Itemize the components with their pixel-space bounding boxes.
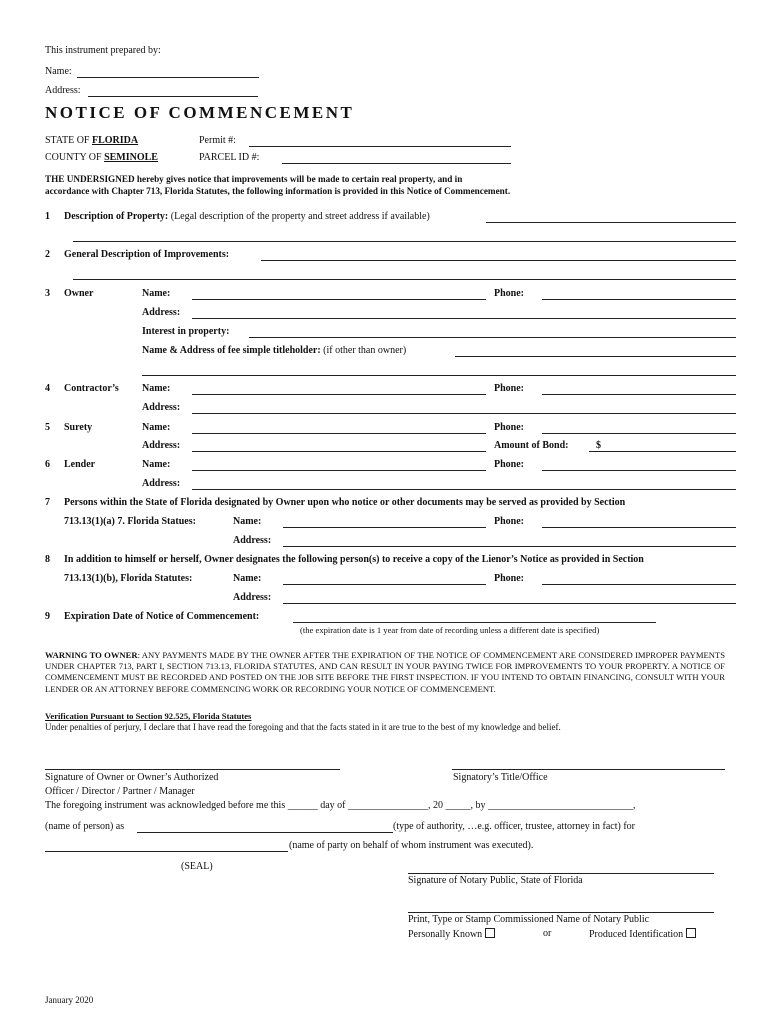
footer-date: January 2020	[45, 995, 94, 1005]
s7-phone-field[interactable]	[542, 527, 736, 528]
s8-name-field[interactable]	[283, 584, 486, 585]
s8-number: 8	[45, 554, 50, 565]
titleholder-field-1[interactable]	[455, 356, 736, 357]
s1-label	[64, 211, 430, 222]
permit-field[interactable]	[249, 146, 511, 147]
intro-line-1: THE UNDERSIGNED hereby gives notice that improvements will be made to certain real property, and in	[45, 174, 463, 184]
county-value: SEMINOLE	[104, 152, 158, 163]
seal-label: (SEAL)	[181, 861, 213, 872]
lender-phone-label: Phone:	[494, 459, 524, 470]
s8-line-2: 713.13(1)(b), Florida Statutes:	[64, 573, 193, 584]
s1-field-1[interactable]	[486, 222, 736, 223]
s7-line-1: Persons within the State of Florida designated by Owner upon who notice or other documents may be served as provided by Section	[64, 497, 626, 508]
titleholder-field-2[interactable]	[142, 375, 736, 376]
bond-dollar-sign: $	[596, 440, 601, 451]
s1-label-text: Description of Property:	[64, 211, 169, 222]
s6-label: Lender	[64, 459, 96, 470]
preparer-name-label: Name:	[45, 66, 72, 77]
lender-address-field[interactable]	[192, 489, 736, 490]
warning-label: WARNING TO OWNER	[45, 650, 138, 660]
page-title: NOTICE OF COMMENCEMENT	[45, 103, 355, 122]
s4-number: 4	[45, 383, 50, 394]
s6-number: 6	[45, 459, 50, 470]
owner-name-field[interactable]	[192, 299, 486, 300]
intro-line-2: accordance with Chapter 713, Florida Statutes, the following information is provided in this Notice of Commencement.	[45, 186, 511, 196]
s3-label: Owner	[64, 288, 94, 299]
owner-phone-field[interactable]	[542, 299, 736, 300]
warning-paragraph	[45, 650, 725, 695]
contractor-name-label: Name:	[142, 383, 171, 394]
authority-field[interactable]	[137, 832, 393, 833]
warning-text: : ANY PAYMENTS MADE BY THE OWNER AFTER THE EXPIRATION OF THE NOTICE OF COMMENCEMENT ARE CONSIDERED IMPROPER PAYMENTS UNDER CHAPTER 713, PART I, SECTION 713.13, FLORIDA STATUTES, AND CAN RESULT IN YOUR PAYING TWICE FOR IMPROVEMENTS TO YOUR PROPERTY. A NOTICE OF COMMENCEMENT MUST BE RECORDED AND POSTED ON THE JOB SITE BEFORE THE FIRST INSPECTION. IF YOU INTEND TO OBTAIN FINANCING, CONSULT WITH YOUR LENDER OR AN ATTORNEY BEFORE COMMENCING WORK OR RECORDING YOUR NOTICE OF COMMENCEMENT.	[45, 650, 726, 694]
preparer-name-field[interactable]	[77, 77, 259, 78]
s7-number: 7	[45, 497, 50, 508]
owner-address-label: Address:	[142, 307, 181, 318]
s1-note: (Legal description of the property and street address if available)	[170, 211, 430, 222]
s3-number: 3	[45, 288, 50, 299]
s7-name-field[interactable]	[283, 527, 486, 528]
state-label	[45, 135, 138, 146]
titleholder-label-text: Name & Address of fee simple titleholder:	[142, 345, 321, 356]
s9-note: (the expiration date is 1 year from date of recording unless a different date is specified)	[300, 625, 600, 635]
titleholder-note: (if other than owner)	[323, 345, 407, 356]
s8-address-field[interactable]	[283, 603, 736, 604]
s2-number: 2	[45, 249, 50, 260]
signatory-title-label: Signatory’s Title/Office	[453, 772, 548, 783]
acknowledgement-line: The foregoing instrument was acknowledged before me this ______ day of ________________, 20 _____, by _____________________________,	[45, 800, 636, 811]
s2-label: General Description of Improvements:	[64, 249, 230, 260]
owner-signature-field[interactable]	[45, 769, 340, 770]
state-value: FLORIDA	[91, 135, 139, 146]
s7-address-field[interactable]	[283, 546, 736, 547]
produced-id-label: Produced Identification	[589, 929, 684, 940]
s1-field-2[interactable]	[73, 241, 736, 242]
signatory-title-field[interactable]	[452, 769, 725, 770]
notary-signature-label: Signature of Notary Public, State of Florida	[408, 875, 583, 886]
s7-name-label: Name:	[233, 516, 262, 527]
produced-id-option[interactable]	[589, 928, 696, 940]
parcel-label: PARCEL ID #:	[199, 152, 260, 163]
owner-phone-label: Phone:	[494, 288, 524, 299]
s7-address-label: Address:	[233, 535, 272, 546]
or-label: or	[543, 928, 552, 939]
s9-number: 9	[45, 611, 50, 622]
parcel-field[interactable]	[282, 163, 511, 164]
party-field[interactable]	[45, 851, 288, 852]
surety-address-field[interactable]	[192, 451, 486, 452]
bond-amount-field[interactable]	[589, 451, 736, 452]
titleholder-label	[142, 345, 406, 356]
s4-label: Contractor’s	[64, 383, 119, 394]
contractor-address-field[interactable]	[192, 413, 736, 414]
contractor-phone-label: Phone:	[494, 383, 524, 394]
notary-signature-field[interactable]	[408, 873, 714, 874]
personally-known-option[interactable]	[408, 928, 495, 940]
surety-address-label: Address:	[142, 440, 181, 451]
s7-line-2: 713.13(1)(a) 7. Florida Statues:	[64, 516, 196, 527]
prepared-by-label: This instrument prepared by:	[45, 45, 161, 56]
s7-phone-label: Phone:	[494, 516, 524, 527]
notary-name-label: Print, Type or Stamp Commissioned Name of Notary Public	[408, 914, 650, 925]
personally-known-checkbox[interactable]	[485, 928, 495, 938]
person-as-label: (name of person) as	[45, 821, 125, 832]
contractor-name-field[interactable]	[192, 394, 486, 395]
produced-id-checkbox[interactable]	[686, 928, 696, 938]
surety-phone-field[interactable]	[542, 433, 736, 434]
lender-name-field[interactable]	[192, 470, 486, 471]
state-label-text: STATE OF	[45, 135, 90, 146]
preparer-address-label: Address:	[45, 85, 81, 96]
s2-field-2[interactable]	[73, 279, 736, 280]
s8-phone-label: Phone:	[494, 573, 524, 584]
county-label	[45, 152, 158, 163]
s8-phone-field[interactable]	[542, 584, 736, 585]
owner-name-label: Name:	[142, 288, 171, 299]
s8-name-label: Name:	[233, 573, 262, 584]
surety-name-field[interactable]	[192, 433, 486, 434]
authority-note: (type of authority, …e.g. officer, trustee, attorney in fact) for	[393, 821, 636, 832]
surety-phone-label: Phone:	[494, 422, 524, 433]
s9-label: Expiration Date of Notice of Commencement:	[64, 611, 260, 622]
personally-known-label: Personally Known	[408, 929, 483, 940]
s8-address-label: Address:	[233, 592, 272, 603]
s5-label: Surety	[64, 422, 93, 433]
s8-line-1: In addition to himself or herself, Owner designates the following person(s) to receive a copy of the Lienor’s Notice as provided in Section	[64, 554, 644, 565]
lender-name-label: Name:	[142, 459, 171, 470]
surety-name-label: Name:	[142, 422, 171, 433]
bond-amount-label: Amount of Bond:	[494, 440, 569, 451]
notary-name-field[interactable]	[408, 912, 714, 913]
lender-phone-field[interactable]	[542, 470, 736, 471]
verification-text: Under penalties of perjury, I declare that I have read the foregoing and that the facts stated in it are true to the best of my knowledge and belief.	[45, 722, 561, 732]
county-label-text: COUNTY OF	[45, 152, 102, 163]
permit-label: Permit #:	[199, 135, 236, 146]
owner-signature-label-1: Signature of Owner or Owner’s Authorized	[45, 772, 219, 783]
owner-address-field[interactable]	[192, 318, 736, 319]
s2-field-1[interactable]	[261, 260, 736, 261]
s1-number: 1	[45, 211, 50, 222]
expiration-date-field[interactable]	[293, 622, 656, 623]
owner-interest-field[interactable]	[249, 337, 736, 338]
contractor-address-label: Address:	[142, 402, 181, 413]
lender-address-label: Address:	[142, 478, 181, 489]
s5-number: 5	[45, 422, 50, 433]
party-note: (name of party on behalf of whom instrument was executed).	[289, 840, 534, 851]
owner-interest-label: Interest in property:	[142, 326, 230, 337]
verification-heading: Verification Pursuant to Section 92.525, Florida Statutes	[45, 711, 252, 721]
preparer-address-field[interactable]	[88, 96, 258, 97]
owner-signature-label-2: Officer / Director / Partner / Manager	[45, 786, 195, 797]
contractor-phone-field[interactable]	[542, 394, 736, 395]
